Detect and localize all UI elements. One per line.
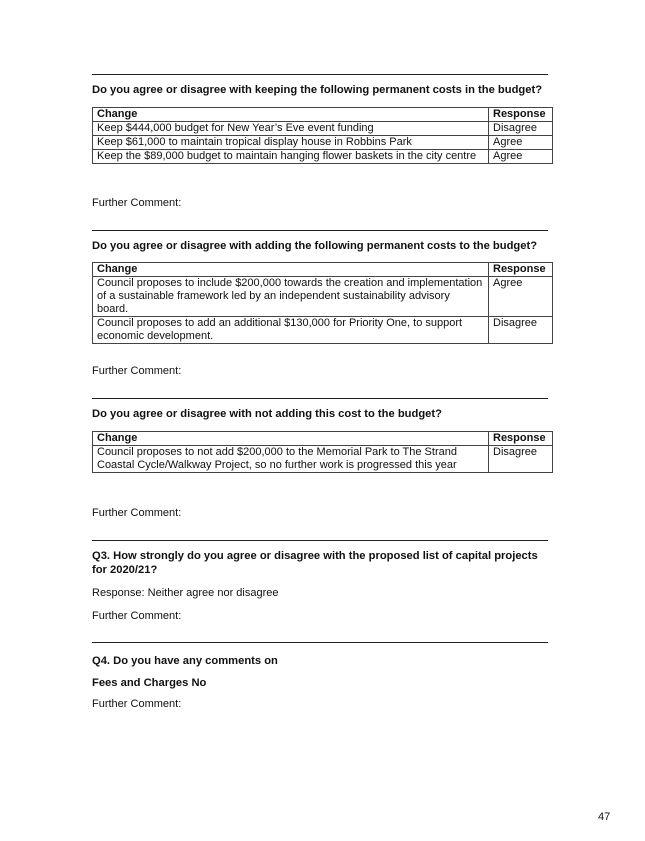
q3-response: Response: Neither agree nor disagree xyxy=(92,587,279,599)
response-cell: Disagree xyxy=(489,317,553,344)
change-cell: Council proposes to add an additional $130,000 for Priority One, to support economic development. xyxy=(93,317,489,344)
response-column-header: Response xyxy=(489,432,553,446)
response-column-header: Response xyxy=(489,108,553,122)
q3-question: Q3. How strongly do you agree or disagree with the proposed list of capital projects for 2020/21? xyxy=(92,550,538,576)
change-cell: Keep the $89,000 budget to maintain hanging flower baskets in the city centre xyxy=(93,150,489,164)
further-comment-label: Further Comment: xyxy=(92,507,182,519)
section2-question: Do you agree or disagree with adding the following permanent costs to the budget? xyxy=(92,240,538,252)
change-cell: Keep $444,000 budget for New Year’s Eve event funding xyxy=(93,122,489,136)
response-cell: Disagree xyxy=(489,122,553,136)
change-cell: Keep $61,000 to maintain tropical display house in Robbins Park xyxy=(93,136,489,150)
table-header-row xyxy=(93,263,553,277)
table-header-row xyxy=(93,108,553,122)
further-comment-label: Further Comment: xyxy=(92,698,182,710)
table-row xyxy=(93,446,553,473)
section-divider xyxy=(92,74,548,75)
change-column-header: Change xyxy=(93,432,489,446)
change-cell: Council proposes to include $200,000 towards the creation and implementation of a sustainable framework led by an independent sustainability advisory board. xyxy=(93,277,489,317)
table-row xyxy=(93,136,553,150)
section1-question: Do you agree or disagree with keeping the following permanent costs in the budget? xyxy=(92,84,543,96)
table-row xyxy=(93,150,553,164)
table-row xyxy=(93,277,553,317)
table-row xyxy=(93,317,553,344)
response-cell: Disagree xyxy=(489,446,553,473)
section-divider xyxy=(92,398,548,399)
section-divider xyxy=(92,230,548,231)
response-cell: Agree xyxy=(489,136,553,150)
further-comment-label: Further Comment: xyxy=(92,610,182,622)
q4-question: Q4. Do you have any comments on xyxy=(92,655,278,667)
response-cell: Agree xyxy=(489,277,553,317)
section2-table xyxy=(92,262,553,344)
page-number: 47 xyxy=(598,811,611,823)
change-column-header: Change xyxy=(93,263,489,277)
table-row xyxy=(93,122,553,136)
section-divider xyxy=(92,642,548,643)
table-header-row xyxy=(93,432,553,446)
further-comment-label: Further Comment: xyxy=(92,365,182,377)
section3-question: Do you agree or disagree with not adding this cost to the budget? xyxy=(92,408,442,420)
change-cell: Council proposes to not add $200,000 to the Memorial Park to The Strand Coastal Cycle/Walkway Project, so no further work is progressed this year xyxy=(93,446,489,473)
change-column-header: Change xyxy=(93,108,489,122)
response-cell: Agree xyxy=(489,150,553,164)
section-divider xyxy=(92,540,548,541)
section3-table xyxy=(92,431,553,473)
section1-table xyxy=(92,107,553,164)
response-column-header: Response xyxy=(489,263,553,277)
q4-subheading: Fees and Charges No xyxy=(92,677,207,689)
further-comment-label: Further Comment: xyxy=(92,197,182,209)
